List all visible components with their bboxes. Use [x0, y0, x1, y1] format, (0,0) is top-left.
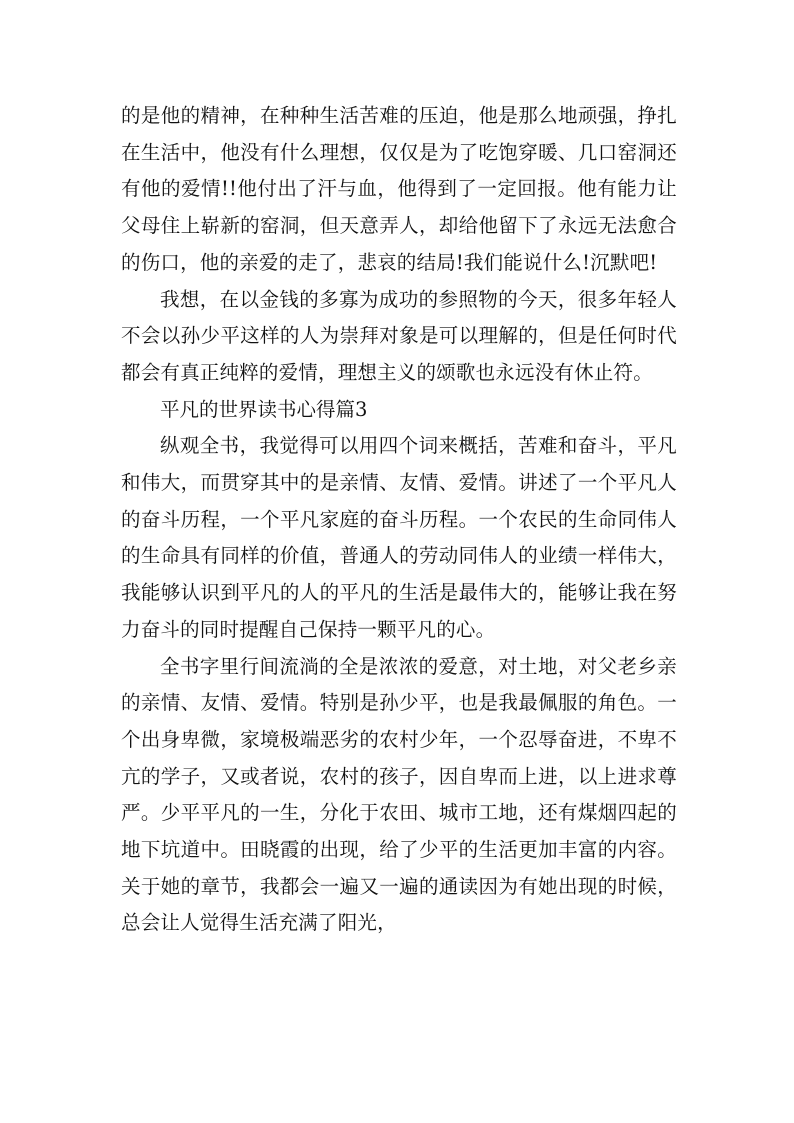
paragraph-reflection: 我想，在以金钱的多寡为成功的参照物的今天，很多年轻人不会以孙少平这样的人为崇拜对象是可以理解的，但是任何时代都会有真正纯粹的爱情，理想主义的颂歌也永远没有休止符。: [121, 287, 677, 384]
paragraph-continuation: 的是他的精神，在种种生活苦难的压迫，他是那么地顽强，挣扎在生活中，他没有什么理想，仅仅是为了吃饱穿暖、几口窑洞还有他的爱情!!他付出了汗与血，他得到了一定回报。他有能力让父母住上崭新的窑洞，但天意弄人，却给他留下了永远无法愈合的伤口，他的亲爱的走了，悲哀的结局!我们能说什么!沉默吧!: [121, 104, 677, 274]
paragraph-overview: 纵观全书，我觉得可以用四个词来概括，苦难和奋斗，平凡和伟大，而贯穿其中的是亲情、友情、爱情。讲述了一个平凡人的奋斗历程，一个平凡家庭的奋斗历程。一个农民的生命同伟人的生命具有同样的价值，普通人的劳动同伟人的业绩一样伟大，我能够认识到平凡的人的平凡的生活是最伟大的，能够让我在努力奋斗的同时提醒自己保持一颗平凡的心。: [121, 434, 677, 641]
section-heading: 平凡的世界读书心得篇3: [160, 397, 368, 421]
paragraph-character: 全书字里行间流淌的全是浓浓的爱意，对土地，对父老乡亲的亲情、友情、爱情。特别是孙少平，也是我最佩服的角色。一个出身卑微，家境极端恶劣的农村少年，一个忍辱奋进，不卑不亢的学子，又或者说，农村的孩子，因自卑而上进，以上进求尊严。少平平凡的一生，分化于农田、城市工地，还有煤烟四起的地下坑道中。田晓霞的出现，给了少平的生活更加丰富的内容。关于她的章节，我都会一遍又一遍的通读因为有她出现的时候，总会让人觉得生活充满了阳光，: [121, 654, 677, 935]
document-body: [121, 98, 677, 942]
